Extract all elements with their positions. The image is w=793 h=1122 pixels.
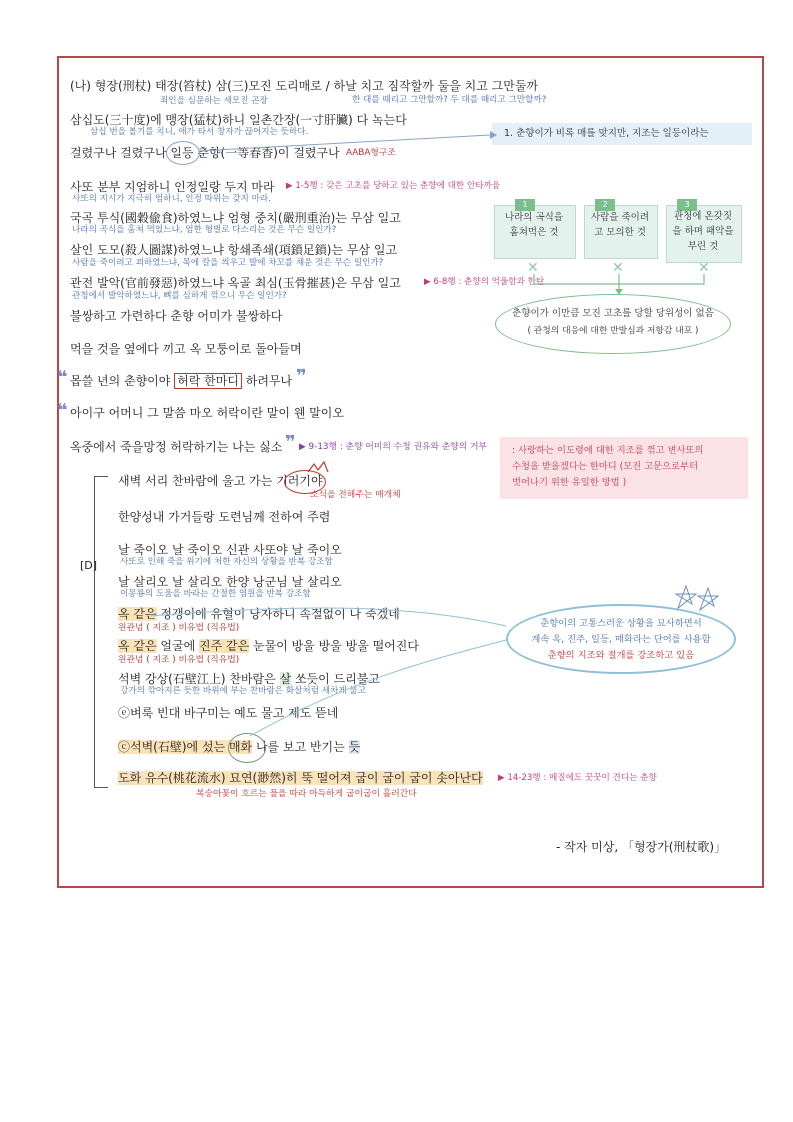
x-mark-icon: ✕ [698, 260, 710, 276]
gloss-line-17: 원관념 ( 지조 ) 비유법 (직유법) [118, 623, 240, 633]
reason-2-line-2: 고 모의한 것 [594, 227, 646, 238]
line-13-part-a: 새벽 서리 찬바람에 울고 가는 [118, 474, 277, 488]
pink-note-line-3: 벗어나기 위한 유일한 방법 ) [512, 477, 627, 488]
conclusion-line-2: ( 관청의 대응에 대한 반발심과 저항감 내포 ) [527, 326, 699, 336]
gloss-line-19: 강가의 깎아지른 듯한 바위에 부는 찬바람은 화살처럼 세차게 불고 [120, 686, 366, 696]
poem-line-22 [118, 771, 483, 786]
pink-note-box [500, 437, 748, 499]
gloss-line-2: 삼십 번을 볼기를 치니, 애가 타서 창자가 끊어지는 듯하다. [90, 127, 309, 137]
simile-jinju-gateun: 진주 같은 [199, 639, 250, 653]
line-19-part-a: 석벽 강상(石壁江上) 찬바람은 [118, 672, 280, 686]
section-note-9-13: ▶ 9-13행 : 춘향 어미의 수청 권유와 춘향의 거부 [299, 442, 488, 452]
pink-note-line-1: : 사랑하는 이도령에 대한 지조를 꺾고 변사또의 [512, 445, 704, 456]
gloss-line-4: 사또의 지시가 지극히 엄하니, 인정 따위는 갖지 마라. [72, 194, 271, 204]
poem-line-20: ⓔ벼룩 빈대 바구미는 예도 물고 제도 뜯네 [118, 706, 339, 720]
line-21-part-c: 나를 보고 반기는 [252, 740, 349, 754]
poem-line-11: 아이구 어머니 그 말씀 마오 허락이란 말이 웬 말이오 [70, 406, 344, 420]
gloss-line-7: 관청에서 발악하였느냐, 뼈를 심하게 꺾으니 무슨 일인가? [72, 291, 287, 301]
close-quote-icon: ❞ [296, 366, 307, 387]
line-10-part-c: 하려무나 [241, 374, 293, 388]
line-22-text: 도화 유수(桃花流水) 묘연(渺然)히 뚝 떨어져 굽이 굽이 굽이 솟아난다 [118, 771, 483, 785]
gloss-line-5: 나라의 곡식을 훔쳐 먹었느냐, 엄한 형벌로 다스리는 것은 무슨 일인가? [72, 225, 337, 235]
reason-1-line-2: 훔쳐먹은 것 [509, 227, 559, 238]
bird-doodle-icon [306, 460, 332, 476]
word-ildeung: 일등 [170, 146, 194, 160]
reason-3-line-2: 을 하며 패악을 [672, 226, 734, 237]
line-19-part-c: 쏘듯이 드리불고 [291, 672, 380, 686]
summary-line-2: 계속 옥, 진주, 일등, 매화라는 단어를 사용함 [531, 634, 711, 645]
section-note-1-5: ▶ 1-5행 : 갖은 고초를 당하고 있는 춘향에 대한 안타까움 [286, 181, 501, 191]
reason-tag-1: 1 [515, 199, 535, 211]
summary-line-1: 춘향이의 고통스러운 상황을 묘사하면서 [540, 618, 702, 629]
gloss-line-16: 이몽룡의 도움을 바라는 간절한 염원을 반복 강조함 [120, 589, 311, 599]
simile-ok-gateun: 옥 같은 [118, 607, 157, 621]
x-mark-icon: ✕ [527, 260, 539, 276]
line-3-part-a: 걸렸구나 걸렸구나 [70, 146, 171, 160]
open-quote-icon: ❝ [57, 400, 68, 421]
poem-line-14: 한양성내 가거들랑 도련님께 전하여 주렴 [118, 510, 331, 524]
gloss-line-13: 소식을 전해주는 매개체 [310, 490, 401, 500]
reason-2-line-1: 사람을 죽이려 [590, 212, 650, 223]
word-maehwa: 매화 [228, 740, 253, 754]
conclusion-line-1: 춘향이가 이만큼 모진 고초를 당할 당위성이 없음 [512, 308, 714, 319]
word-sal: 살 [279, 672, 292, 686]
line-18-part-d: 눈물이 방울 방울 방울 떨어진다 [249, 639, 419, 653]
reason-1-line-1: 나라의 곡식을 [504, 212, 564, 223]
reason-text-2 [584, 210, 656, 240]
bracket-label: [D] [80, 559, 98, 572]
structure-note: AABA형구조 [346, 148, 396, 158]
word-deut: 듯 [348, 740, 361, 754]
poem-line-6: 살인 도모(殺人圖謀)하였느냐 항쇄족쇄(項鎖足鎖)는 무삼 일고 [70, 243, 398, 257]
arrow-to-note1 [198, 129, 498, 155]
line-13-part-c: 야 [310, 474, 323, 488]
merge-arrows [520, 272, 720, 296]
circle-ildeung [166, 141, 200, 165]
section-bracket [94, 476, 108, 788]
poem-line-10 [70, 374, 292, 389]
gloss-line-6: 사람을 죽이려고 꾀하였느냐, 목에 칼을 씌우고 발에 차꼬를 채운 것은 무슨 일인가? [72, 258, 384, 268]
reason-3-line-3: 부린 것 [687, 241, 719, 252]
poem-line-1: (나) 형장(刑杖) 태장(笞杖) 삼(三)모진 도리매로 / 하날 치고 짐작할까 둘을 치고 그만둘까 [70, 79, 539, 93]
gloss-line-15: 사또로 인해 죽을 위기에 처한 자신의 상황을 반복 강조함 [120, 557, 333, 567]
poem-line-4: 사또 분부 지엄하니 인정일랑 두지 마라 [70, 180, 275, 194]
side-note-ildeung: 1. 춘향이가 비록 매를 맞지만, 지조는 일등이라는 [492, 123, 752, 145]
poem-line-16: 날 살리오 날 살리오 한양 낭군님 날 살리오 [118, 575, 342, 589]
section-note-14-23: ▶ 14-23행 : 매질에도 꿋꿋이 견디는 춘향 [498, 773, 657, 783]
line-10-part-a: 몹쓸 년의 춘향이야 [70, 374, 175, 388]
poem-line-9: 먹을 것을 옆에다 끼고 옥 모퉁이로 돌아들며 [70, 342, 302, 356]
section-note-6-8: ▶ 6-8행 : 춘향의 억울함과 한탄 [424, 277, 545, 287]
gloss-line-1a: 죄인을 심문하는 세모진 곤장 [160, 96, 268, 106]
gloss-line-1b: 한 대를 때리고 그만할까? 두 대를 때리고 그만할까? [352, 95, 547, 105]
word-gireogi: 기러기 [276, 474, 311, 488]
poem-line-15: 날 죽이오 날 죽이오 신관 사또야 날 죽이오 [118, 543, 342, 557]
open-quote-icon: ❝ [57, 367, 68, 388]
poem-line-2: 삼십도(三十度)에 맹장(猛杖)하니 일촌간장(一寸肝臟) 다 녹는다 [70, 113, 407, 127]
reason-text-3 [666, 209, 740, 254]
simile-ok-gateun: 옥 같은 [118, 639, 157, 653]
line-21-part-a: ⓒ석벽(石壁)에 섰는 [118, 740, 229, 754]
reason-tag-2: 2 [595, 199, 615, 211]
poem-line-12: 옥중에서 죽을망정 허락하기는 나는 싫소 [70, 440, 283, 454]
connector-lines [150, 590, 510, 750]
pink-note-line-2: 수청을 받을겠다는 한마디 (모진 고문으로부터 [512, 461, 699, 472]
author-credit: - 작자 미상, 「형장가(刑杖歌)」 [556, 840, 727, 854]
reason-3-line-1: 관청에 온갖짓 [673, 211, 733, 222]
x-mark-icon: ✕ [612, 260, 624, 276]
poem-line-5: 국곡 투식(國穀偸食)하였느냐 엄형 중치(嚴刑重治)는 무삼 일고 [70, 211, 401, 225]
reason-text-1 [494, 210, 574, 240]
gloss-line-22: 복숭아꽃이 흐르는 물을 따라 아득하게 굽이굽이 흘러간다 [196, 789, 417, 799]
line-17-part-b: 정갱이에 유혈이 낭자하니 속절없이 나 죽겠네 [156, 607, 400, 621]
line-3-part-c: 춘향(一等春香)이 걸렸구나 [193, 146, 340, 160]
close-quote-icon: ❞ [285, 432, 296, 453]
poem-line-8: 불쌍하고 가련하다 춘향 어미가 불쌍하다 [70, 309, 283, 323]
line-18-part-b: 얼굴에 [156, 639, 199, 653]
word-heorak-hanmadi: 허락 한마디 [174, 373, 242, 389]
reason-tag-3: 3 [677, 199, 697, 211]
gloss-line-18: 원관념 ( 지조 ) 비유법 (직유법) [118, 655, 240, 665]
summary-line-3: 춘향의 지조와 절개를 강조하고 있음 [547, 650, 695, 661]
poem-line-7: 관전 발악(官前發惡)하였느냐 옥골 최심(玉骨摧甚)은 무삼 일고 [70, 276, 401, 290]
